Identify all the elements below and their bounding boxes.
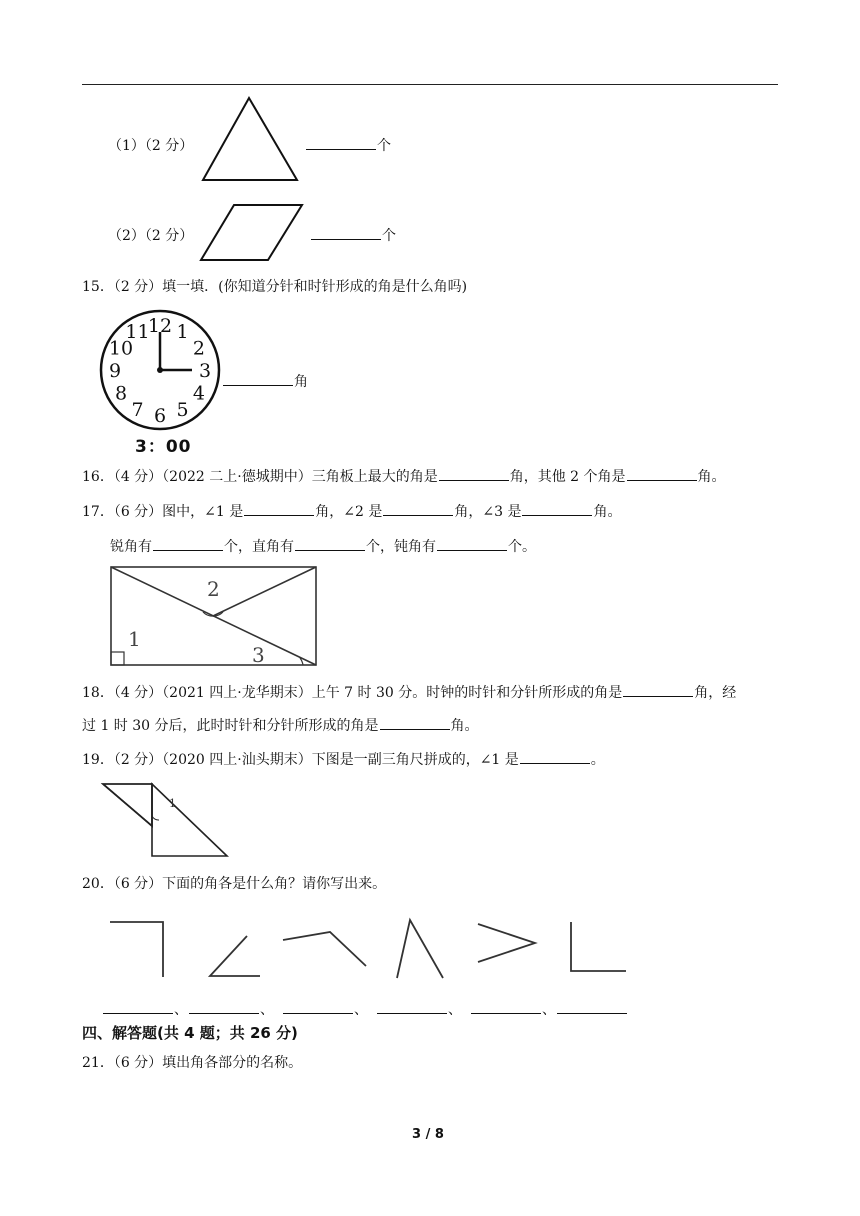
q20-blank-5[interactable]: [471, 999, 541, 1014]
parallelogram-figure: [198, 202, 308, 262]
clock-number: 4: [192, 382, 206, 405]
q17-line2: 锐角有 个，直角有 个，钝角有 个。: [110, 536, 536, 556]
set-squares-figure: [102, 782, 230, 860]
q15-text: 15．（2 分）填一填．(你知道分针和时针形成的角是什么角吗): [82, 279, 468, 295]
q19-text: 19．（2 分）（2020 四上·汕头期末）下图是一副三角尺拼成的，∠1 是 。: [82, 749, 605, 769]
sub1-answer: 个: [305, 135, 391, 155]
q18-line2: 过 1 时 30 分后，此时时针和分针所形成的角是 角。: [82, 715, 479, 735]
header-rule: [82, 84, 778, 85]
q18-blank-1[interactable]: [623, 682, 693, 697]
clock-number: 8: [114, 382, 128, 405]
q16-text: 16．（4 分）（2022 二上·德城期中）三角板上最大的角是 角，其他 2 个角是 角。: [82, 466, 726, 486]
angle-label-1: 1: [128, 627, 141, 651]
sub2-label: （2）（2 分）: [108, 228, 194, 244]
q18-blank-2[interactable]: [380, 715, 450, 730]
q17-line1: 17．（6 分）图中，∠1 是 角，∠2 是 角，∠3 是 角。: [82, 501, 621, 521]
clock-number: 7: [131, 398, 144, 421]
q17-blank-3[interactable]: [522, 501, 592, 516]
sub1-label: （1）（2 分）: [108, 138, 194, 154]
sub2-answer: 个: [310, 225, 396, 245]
q20-blank-6[interactable]: [557, 999, 627, 1014]
angles-row-figure: [100, 912, 640, 982]
clock-number: 9: [108, 360, 122, 382]
q17-blank-5[interactable]: [295, 536, 365, 551]
q19-blank[interactable]: [520, 749, 590, 764]
q20-answers: 、 、 、 、 、: [102, 999, 628, 1019]
clock-number: 12: [147, 315, 173, 337]
clock-number: 3: [198, 360, 212, 382]
q20-blank-2[interactable]: [189, 999, 259, 1014]
q20-blank-3[interactable]: [283, 999, 353, 1014]
clock-time: 3：00: [135, 437, 192, 457]
rectangle-angles-figure: [110, 566, 318, 668]
q17-blank-1[interactable]: [244, 501, 314, 516]
angle-label-2: 2: [207, 577, 220, 601]
triangle-figure: [200, 96, 300, 182]
q16-blank-2[interactable]: [627, 466, 697, 481]
q17-blank-4[interactable]: [153, 536, 223, 551]
q17-blank-6[interactable]: [437, 536, 507, 551]
angle-label-1: 1: [169, 797, 176, 810]
q20-blank-4[interactable]: [377, 999, 447, 1014]
page-number: 3 / 8: [412, 1127, 444, 1142]
sub1-blank[interactable]: [306, 135, 376, 150]
clock-number: 10: [108, 337, 134, 360]
section-title: 四、解答题(共 4 题；共 26 分): [82, 1024, 298, 1042]
clock-number: 2: [192, 337, 206, 360]
clock-number: 5: [176, 398, 189, 421]
q15-blank[interactable]: [223, 371, 293, 386]
q21-text: 21．（6 分）填出角各部分的名称。: [82, 1055, 303, 1071]
q20-text: 20．（6 分）下面的角各是什么角？请你写出来。: [82, 876, 387, 892]
clock-number: 11: [125, 321, 150, 344]
sub2-blank[interactable]: [311, 225, 381, 240]
q18-line1: 18．（4 分）（2021 四上·龙华期末）上午 7 时 30 分。时钟的时针和分针所形成的角是 角，经: [82, 682, 736, 702]
q15-answer: 角: [222, 371, 308, 391]
clock-figure: [98, 308, 222, 432]
clock-number: 6: [153, 405, 167, 427]
q20-blank-1[interactable]: [103, 999, 173, 1014]
clock-center: [157, 367, 163, 373]
q16-blank-1[interactable]: [439, 466, 509, 481]
q17-blank-2[interactable]: [383, 501, 453, 516]
angle-label-3: 3: [252, 643, 265, 667]
clock-number: 1: [176, 321, 189, 344]
